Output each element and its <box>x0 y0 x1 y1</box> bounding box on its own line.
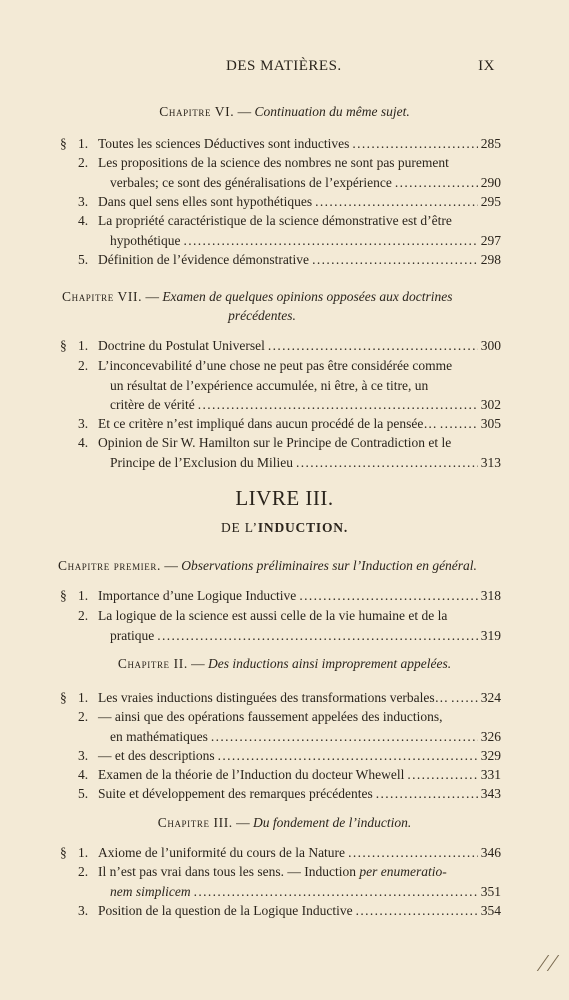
entry-number: 3. <box>78 416 89 431</box>
leader-dots <box>315 192 478 212</box>
running-head-title: DES MATIÈRES. <box>226 58 342 74</box>
running-head <box>0 58 569 80</box>
entry-number: 4. <box>78 435 89 450</box>
toc-entry <box>60 746 501 766</box>
toc-entry <box>60 134 501 154</box>
entry-page: 351 <box>480 883 501 899</box>
chapter-heading <box>62 287 502 325</box>
entry-number: 3. <box>78 903 89 918</box>
toc-entry <box>60 707 501 746</box>
entry-page: 285 <box>480 136 501 151</box>
chapter-title: Observations préliminaires sur l’Induction en général. <box>181 558 477 573</box>
entry-text: Suite et développement des remarques précédentes <box>98 786 373 801</box>
entry-page: 329 <box>480 748 501 763</box>
entry-number: 1. <box>78 136 89 151</box>
entry-number: 1. <box>78 588 89 603</box>
chapter-heading <box>0 656 569 672</box>
chapter-title: Du fondement de l’induction. <box>253 815 412 830</box>
entry-text: Et ce critère n’est impliqué dans aucun procédé de la pensée… <box>98 416 437 431</box>
entry-number: 2. <box>78 155 89 170</box>
chapter-label: Chapitre VI. <box>159 104 235 119</box>
toc-entry <box>60 433 501 472</box>
leader-dots <box>157 626 478 646</box>
leader-dots <box>268 336 478 356</box>
toc-entry <box>60 211 501 250</box>
entry-number: 1. <box>78 845 89 860</box>
entry-number: 2. <box>78 608 89 623</box>
entry-number: 3. <box>78 194 89 209</box>
entry-number: 1. <box>78 690 89 705</box>
entry-number: 5. <box>78 786 89 801</box>
leader-dots <box>376 784 478 804</box>
entry-page: 331 <box>480 767 501 782</box>
entry-text: Principe de l’Exclusion du Milieu <box>110 454 293 470</box>
toc-entry <box>60 765 501 785</box>
chapter-separator: — <box>164 558 178 573</box>
toc-entry <box>60 843 501 863</box>
entry-text: L’inconcevabilité d’une chose ne peut pas être considérée comme <box>98 358 453 373</box>
entry-page: 319 <box>480 627 501 643</box>
toc-entry <box>60 606 501 645</box>
toc-entry <box>60 862 501 901</box>
leader-dots <box>211 727 478 747</box>
entry-page: 343 <box>480 786 501 801</box>
entry-text: Définition de l’évidence démonstrative <box>98 252 310 267</box>
chapter-title-continuation: précédentes. <box>228 308 296 323</box>
entry-text: — et des descriptions <box>98 748 215 763</box>
page-number: IX <box>478 58 495 74</box>
entry-page: 318 <box>480 588 501 603</box>
entry-text: hypothétique <box>110 232 181 248</box>
entry-text: pratique <box>110 627 155 643</box>
leader-dots <box>312 250 478 270</box>
section-mark: § <box>60 136 67 151</box>
section-mark: § <box>60 845 67 860</box>
chapter-title: Continuation du même sujet. <box>254 104 410 119</box>
toc-entry <box>60 153 501 192</box>
chapter-label: Chapitre premier. <box>58 558 161 573</box>
chapter-label: Chapitre II. <box>117 656 188 671</box>
pencil-mark: ⁄ ⁄ <box>540 951 555 977</box>
section-mark: § <box>60 338 67 353</box>
entry-text: Opinion de Sir W. Hamilton sur le Principe de Contradiction et le <box>98 435 452 450</box>
entry-page: 354 <box>480 903 501 918</box>
entry-page: 326 <box>480 728 501 744</box>
chapter-label: Chapitre III. <box>157 815 233 830</box>
book-subtitle-main: INDUCTION. <box>257 520 348 535</box>
entry-text: La logique de la science est aussi celle de la vie humaine et de la <box>98 608 448 623</box>
entry-text: verbales; ce sont des généralisations de l’expérience <box>110 174 392 190</box>
leader-dots <box>395 173 478 193</box>
entry-page: 346 <box>480 845 501 860</box>
entry-text: Importance d’une Logique Inductive <box>98 588 297 603</box>
entry-number: 1. <box>78 338 89 353</box>
chapter-label: Chapitre VII. <box>62 289 143 304</box>
leader-dots <box>440 414 478 434</box>
entry-text: un résultat de l’expérience accumulée, ni être, à ce titre, un <box>110 377 429 393</box>
toc-entry <box>60 192 501 212</box>
entry-text: Position de la question de la Logique Inductive <box>98 903 353 918</box>
book-subtitle <box>0 520 569 536</box>
entry-page: 295 <box>480 194 501 209</box>
entry-number: 4. <box>78 213 89 228</box>
book-title: LIVRE III. <box>235 486 334 510</box>
entry-text: Dans quel sens elles sont hypothétiques <box>98 194 313 209</box>
chapter-heading <box>58 558 518 574</box>
entry-text: nem simplicem <box>110 883 191 899</box>
toc-entry <box>60 784 501 804</box>
leader-dots <box>356 901 478 921</box>
entry-page: 302 <box>480 397 501 412</box>
toc-entry <box>60 901 501 921</box>
entry-text-italic: per enumeratio- <box>359 864 447 879</box>
toc-entry <box>60 586 501 606</box>
entry-text: Examen de la théorie de l’Induction du docteur Whewell <box>98 767 405 782</box>
leader-dots <box>296 453 478 473</box>
leader-dots <box>348 843 478 863</box>
entry-text: Les propositions de la science des nombres ne sont pas purement <box>98 155 449 170</box>
leader-dots <box>407 765 477 785</box>
leader-dots <box>299 586 477 606</box>
leader-dots <box>451 688 478 708</box>
chapter-title: Examen de quelques opinions opposées aux doctrines <box>162 289 453 304</box>
chapter-heading <box>0 815 569 831</box>
entry-text: — ainsi que des opérations faussement appelées des inductions, <box>98 709 443 724</box>
entry-page: 324 <box>480 690 501 705</box>
chapter-title: Des inductions ainsi improprement appelées. <box>208 656 452 671</box>
toc-entry <box>60 688 501 708</box>
toc-entry <box>60 250 501 270</box>
entry-page: 305 <box>480 416 501 431</box>
entry-page: 298 <box>480 252 501 267</box>
entry-text: Les vraies inductions distinguées des transformations verbales… <box>98 690 449 705</box>
section-mark: § <box>60 588 67 603</box>
entry-text <box>98 862 501 882</box>
entry-text-part: Il n’est pas vrai dans tous les sens. — Induction <box>98 864 356 879</box>
toc-entry <box>60 414 501 434</box>
entry-text: Doctrine du Postulat Universel <box>98 338 265 353</box>
entry-number: 3. <box>78 748 89 763</box>
section-mark: § <box>60 690 67 705</box>
entry-text: Axiome de l’uniformité du cours de la Nature <box>98 845 346 860</box>
entry-page: 313 <box>480 454 501 470</box>
toc-entry <box>60 336 501 356</box>
leader-dots <box>198 395 478 415</box>
leader-dots <box>352 134 477 154</box>
chapter-separator: — <box>145 289 159 304</box>
chapter-separator: — <box>236 815 250 830</box>
entry-text: La propriété caractéristique de la science démonstrative est d’être <box>98 213 452 228</box>
entry-number: 5. <box>78 252 89 267</box>
entry-page: 300 <box>480 338 501 353</box>
entry-page: 297 <box>480 232 501 248</box>
entry-text: Toutes les sciences Déductives sont inductives <box>98 136 350 151</box>
entry-number: 4. <box>78 767 89 782</box>
entry-page: 290 <box>480 174 501 190</box>
leader-dots <box>184 231 478 251</box>
book-subtitle-prefix: DE L’ <box>220 520 258 535</box>
chapter-separator: — <box>191 656 205 671</box>
entry-text: en mathématiques <box>110 728 208 744</box>
toc-entry <box>60 356 501 415</box>
entry-number: 2. <box>78 864 89 879</box>
leader-dots <box>194 882 478 902</box>
leader-dots <box>218 746 478 766</box>
entry-text: critère de vérité <box>110 397 195 412</box>
entry-number: 2. <box>78 709 89 724</box>
chapter-separator: — <box>237 104 252 119</box>
entry-number: 2. <box>78 358 89 373</box>
chapter-heading <box>0 104 569 120</box>
